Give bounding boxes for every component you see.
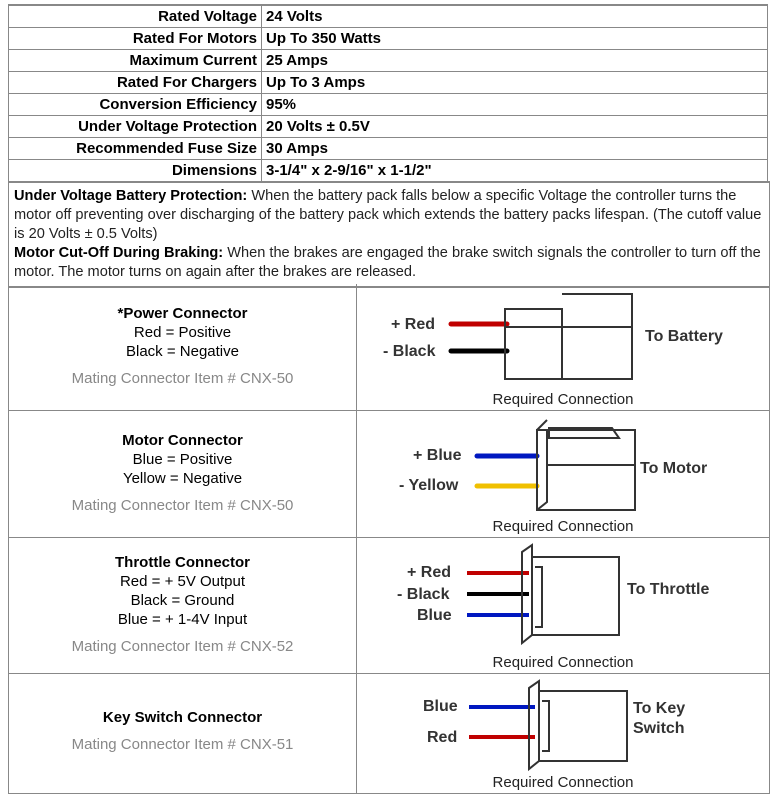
- uv-text: When the battery pack falls below a specific Voltage the controller turns the motor off preventing over discharging of the battery pack which extends the battery packs lifespan. (The cutoff value is 20 Volts ± 0.5 Volts): [14, 188, 762, 242]
- wire-label: Blue: [423, 698, 458, 715]
- brake-text: When the brakes are engaged the brake switch signals the controller to turn off the motor. The motor turns on again after the brakes are released.: [14, 245, 761, 280]
- spec-row: [9, 72, 768, 94]
- connector-line: Red = Positive: [133, 324, 232, 341]
- wire-label: + Red: [407, 564, 452, 581]
- wire-label: Blue: [417, 607, 452, 624]
- uv-title: Under Voltage Battery Protection:: [14, 188, 248, 204]
- spec-label: Rated For Chargers: [9, 72, 262, 94]
- spec-label: Recommended Fuse Size: [9, 138, 262, 160]
- wire-label: Red: [427, 729, 458, 746]
- destination-label: To Battery: [645, 328, 723, 345]
- spec-value: 95%: [262, 94, 768, 116]
- power-plug-icon: [357, 284, 769, 390]
- spec-label: Rated Voltage: [9, 5, 262, 28]
- spec-label: Conversion Efficiency: [9, 94, 262, 116]
- key-switch-connector-row: [8, 673, 770, 794]
- connector-line: Black = Negative: [126, 343, 239, 360]
- destination-label: To Key: [633, 700, 686, 717]
- spec-value: 25 Amps: [262, 50, 768, 72]
- connector-title: *Power Connector: [117, 305, 248, 322]
- spec-label: Maximum Current: [9, 50, 262, 72]
- mating-connector: Mating Connector Item # CNX-52: [71, 638, 294, 655]
- destination-label: Switch: [633, 720, 685, 737]
- destination-label: To Motor: [640, 460, 708, 477]
- key-switch-connector-diagram: [357, 673, 769, 793]
- spec-row: [9, 116, 768, 138]
- wire-label: + Blue: [413, 447, 462, 464]
- required-connection: Required Connection: [492, 391, 634, 408]
- required-connection: Required Connection: [492, 774, 634, 791]
- connector-title: Motor Connector: [122, 432, 243, 449]
- connector-line: Blue = + 1-4V Input: [117, 611, 248, 628]
- wire-label: + Red: [391, 316, 436, 333]
- required-connection: Required Connection: [492, 518, 634, 535]
- spec-value: 20 Volts ± 0.5V: [262, 116, 768, 138]
- mating-connector: Mating Connector Item # CNX-50: [71, 497, 294, 514]
- spec-row: [9, 5, 768, 28]
- mating-connector: Mating Connector Item # CNX-51: [71, 736, 294, 753]
- spec-label: Under Voltage Protection: [9, 116, 262, 138]
- key-switch-plug-icon: [357, 673, 769, 777]
- key-switch-connector-info: [9, 673, 357, 793]
- motor-plug-icon: [357, 410, 769, 516]
- wire-label: - Black: [383, 343, 436, 360]
- wire-label: - Black: [397, 586, 450, 603]
- power-connector-row: [8, 284, 770, 411]
- mating-connector: Mating Connector Item # CNX-50: [71, 370, 294, 387]
- motor-connector-diagram: [357, 410, 769, 537]
- spec-row: [9, 50, 768, 72]
- spec-value: 3-1/4" x 2-9/16" x 1-1/2": [262, 160, 768, 182]
- throttle-connector-info: [9, 537, 357, 673]
- wire-label: - Yellow: [399, 477, 459, 494]
- spec-label: Dimensions: [9, 160, 262, 182]
- throttle-plug-icon: [357, 537, 769, 653]
- motor-connector-info: [9, 410, 357, 537]
- required-connection: Required Connection: [492, 654, 634, 671]
- power-connector-info: [9, 284, 357, 410]
- connector-line: Black = Ground: [130, 592, 235, 609]
- connector-title: Throttle Connector: [115, 554, 250, 571]
- spec-value: Up To 3 Amps: [262, 72, 768, 94]
- spec-label: Rated For Motors: [9, 28, 262, 50]
- connector-line: Blue = Positive: [132, 451, 233, 468]
- spec-row: [9, 28, 768, 50]
- motor-connector-row: [8, 410, 770, 538]
- spec-value: 30 Amps: [262, 138, 768, 160]
- spec-row: [9, 138, 768, 160]
- brake-title: Motor Cut-Off During Braking:: [14, 245, 224, 261]
- spec-value: 24 Volts: [262, 5, 768, 28]
- throttle-connector-diagram: [357, 537, 769, 673]
- connector-line: Yellow = Negative: [122, 470, 243, 487]
- connector-title: Key Switch Connector: [102, 709, 263, 726]
- throttle-connector-row: [8, 537, 770, 674]
- spec-row: [9, 160, 768, 182]
- destination-label: To Throttle: [627, 581, 710, 598]
- spec-row: [9, 94, 768, 116]
- connector-line: Red = + 5V Output: [119, 573, 246, 590]
- feature-description: [8, 181, 770, 288]
- spec-value: Up To 350 Watts: [262, 28, 768, 50]
- spec-table: [8, 4, 768, 182]
- power-connector-diagram: [357, 284, 769, 410]
